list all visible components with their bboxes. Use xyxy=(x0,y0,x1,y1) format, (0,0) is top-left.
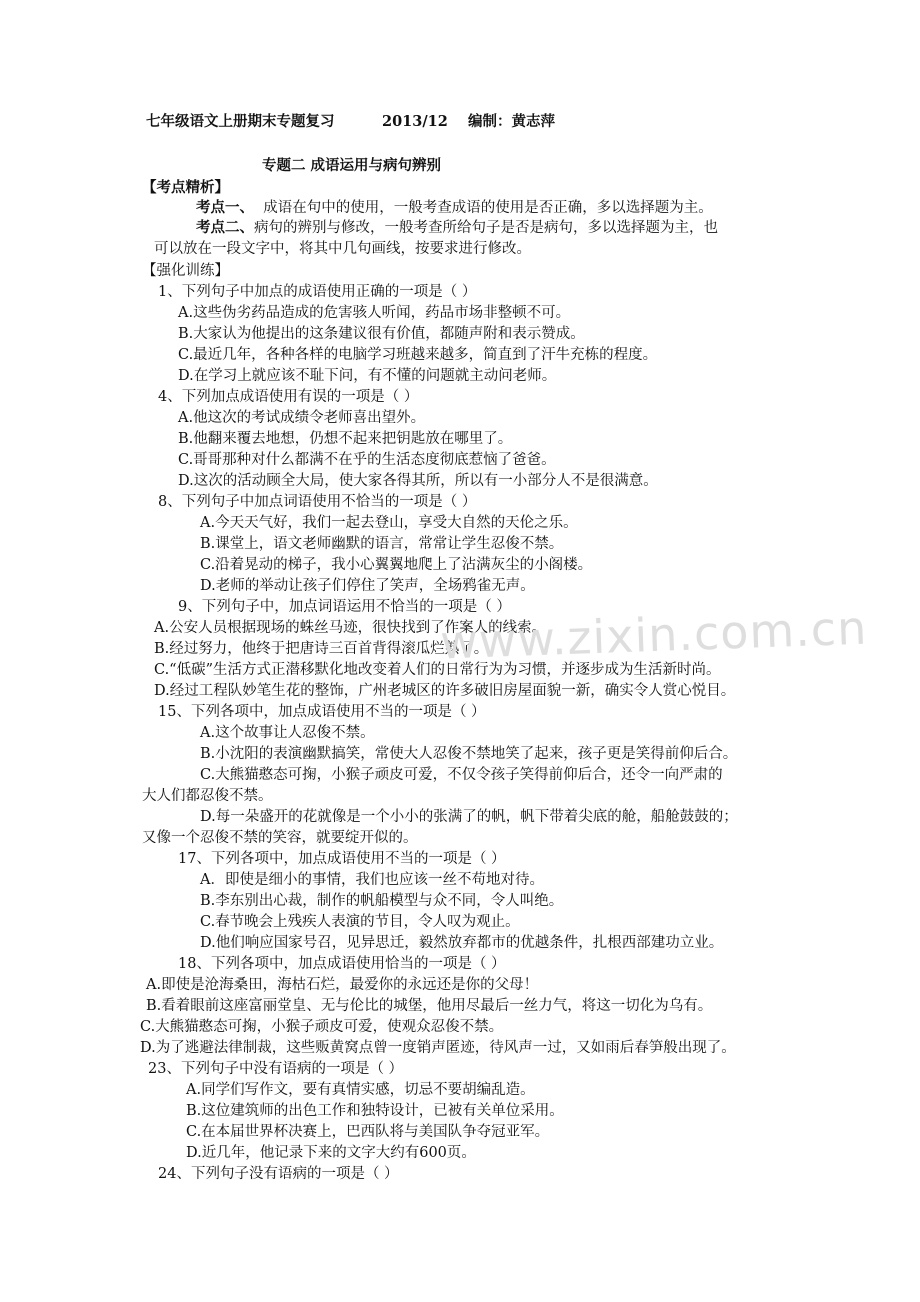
point-two-label: 考点二、 xyxy=(196,219,254,236)
option-line: B.李东别出心裁，制作的帆船模型与众不同，令人叫绝。 xyxy=(200,893,564,909)
point-two-continued: 可以放在一段文字中，将其中几句画线，按要求进行修改。 xyxy=(154,241,531,257)
section-heading-analysis: 【考点精析】 xyxy=(142,179,229,196)
option-line: C.春节晚会上残疾人表演的节目，令人叹为观止。 xyxy=(200,914,520,930)
option-line: A．即使是细小的事情，我们也应该一丝不苟地对待。 xyxy=(200,872,544,888)
question-stem: 24、下列句子没有语病的一项是（ ） xyxy=(158,1166,399,1182)
point-two-text: 病句的辨别与修改，一般考查所给句子是否是病句，多以选择题为主，也 xyxy=(254,220,718,236)
option-line: B.经过努力，他终于把唐诗三百首背得滚瓜烂熟了。 xyxy=(154,641,489,657)
option-line: B.他翻来覆去地想，仍想不起来把钥匙放在哪里了。 xyxy=(178,431,513,447)
option-line: D.每一朵盛开的花就像是一个小小的张满了的帆，帆下带着尖底的舱，船舱鼓鼓的； xyxy=(200,809,738,825)
question-stem: 4、下列加点成语使用有误的一项是（ ） xyxy=(158,389,419,405)
option-line: D.这次的活动顾全大局，使大家各得其所，所以有一小部分人不是很满意。 xyxy=(178,473,658,489)
point-two xyxy=(196,218,718,238)
option-line: A.同学们写作文，要有真情实感，切忌不要胡编乱造。 xyxy=(186,1082,535,1098)
option-line: A.他这次的考试成绩令老师喜出望外。 xyxy=(178,410,426,426)
option-line: 大人们都忍俊不禁。 xyxy=(142,788,273,804)
point-one xyxy=(196,198,713,218)
question-stem: 9、下列句子中，加点词语运用不恰当的一项是（ ） xyxy=(178,599,511,615)
option-line: D.他们响应国家号召，见异思迁，毅然放弃都市的优越条件，扎根西部建功立业。 xyxy=(200,935,724,951)
option-line: D.近几年，他记录下来的文字大约有600页。 xyxy=(186,1145,476,1161)
watermark: www.zixin.com.cn xyxy=(439,600,869,670)
option-line: D.老师的举动让孩子们停住了笑声，全场鸦雀无声。 xyxy=(200,578,535,594)
document-author: 编制：黄志萍 xyxy=(468,113,555,130)
option-line: 又像一个忍俊不禁的笑容，就要绽开似的。 xyxy=(142,830,418,846)
option-line: C.哥哥那种对什么都满不在乎的生活态度彻底惹恼了爸爸。 xyxy=(178,452,556,468)
option-line: B.看着眼前这座富丽堂皇、无与伦比的城堡，他用尽最后一丝力气，将这一切化为乌有。 xyxy=(146,998,713,1014)
option-line: C.大熊猫憨态可掬，小猴子顽皮可爱，使观众忍俊不禁。 xyxy=(140,1019,504,1035)
option-line: D.为了逃避法律制裁，这些贩黄窝点曾一度销声匿迹，待风声一过，又如雨后春笋般出现了。 xyxy=(140,1040,736,1056)
document-title: 七年级语文上册期末专题复习 xyxy=(146,113,335,130)
option-line: B.课堂上，语文老师幽默的语言，常常让学生忍俊不禁。 xyxy=(200,536,564,552)
option-line: A.这些伪劣药品造成的危害骇人听闻，药品市场非整顿不可。 xyxy=(178,305,571,321)
question-stem: 18、下列各项中，加点成语使用恰当的一项是（ ） xyxy=(178,956,506,972)
option-line: A.公安人员根据现场的蛛丝马迹，很快找到了作案人的线索。 xyxy=(154,620,547,636)
question-stem: 1、下列句子中加点的成语使用正确的一项是（ ） xyxy=(158,284,477,300)
option-line: C.“低碳”生活方式正潜移默化地改变着人们的日常行为为习惯，并逐步成为生活新时尚。 xyxy=(154,662,721,678)
option-line: C.在本届世界杯决赛上，巴西队将与美国队争夺冠亚军。 xyxy=(186,1124,550,1140)
option-line: A.即使是沧海桑田，海枯石烂，最爱你的永远还是你的父母！ xyxy=(146,977,539,993)
section-heading-training: 【强化训练】 xyxy=(142,263,229,279)
option-line: C.最近几年，各种各样的电脑学习班越来越多，简直到了汗牛充栋的程度。 xyxy=(178,347,658,363)
question-stem: 23、下列句子中没有语病的一项是（ ） xyxy=(148,1061,404,1077)
question-stem: 8、下列句子中加点词语使用不恰当的一项是（ ） xyxy=(158,494,477,510)
option-line: D.在学习上就应该不耻下问，有不懂的问题就主动问老师。 xyxy=(178,368,557,384)
document-date: 2013/12 xyxy=(382,113,448,130)
option-line: C.大熊猫憨态可掬，小猴子顽皮可爱，不仅令孩子笑得前仰后合，还令一向严肃的 xyxy=(200,767,723,783)
option-line: B.这位建筑师的出色工作和独特设计，已被有关单位采用。 xyxy=(186,1103,564,1119)
option-line: B.大家认为他提出的这条建议很有价值，都随声附和表示赞成。 xyxy=(178,326,585,342)
option-line: A.这个故事让人忍俊不禁。 xyxy=(200,725,375,741)
option-line: B.小沈阳的表演幽默搞笑，常使大人忍俊不禁地笑了起来，孩子更是笑得前仰后合。 xyxy=(200,746,738,762)
point-one-label: 考点一、 xyxy=(196,199,254,216)
question-stem: 15、下列各项中，加点成语使用不当的一项是（ ） xyxy=(158,704,486,720)
point-one-text: 成语在句中的使用，一般考查成语的使用是否正确，多以选择题为主。 xyxy=(263,200,713,216)
option-line: A.今天天气好，我们一起去登山，享受大自然的天伦之乐。 xyxy=(200,515,578,531)
option-line: D.经过工程队妙笔生花的整饰，广州老城区的许多破旧房屋面貌一新，确实令人赏心悦目。 xyxy=(154,683,736,699)
option-line: C.沿着晃动的梯子，我小心翼翼地爬上了沾满灰尘的小阁楼。 xyxy=(200,557,593,573)
topic-title: 专题二 成语运用与病句辨别 xyxy=(262,157,442,174)
question-stem: 17、下列各项中，加点成语使用不当的一项是（ ） xyxy=(178,851,506,867)
